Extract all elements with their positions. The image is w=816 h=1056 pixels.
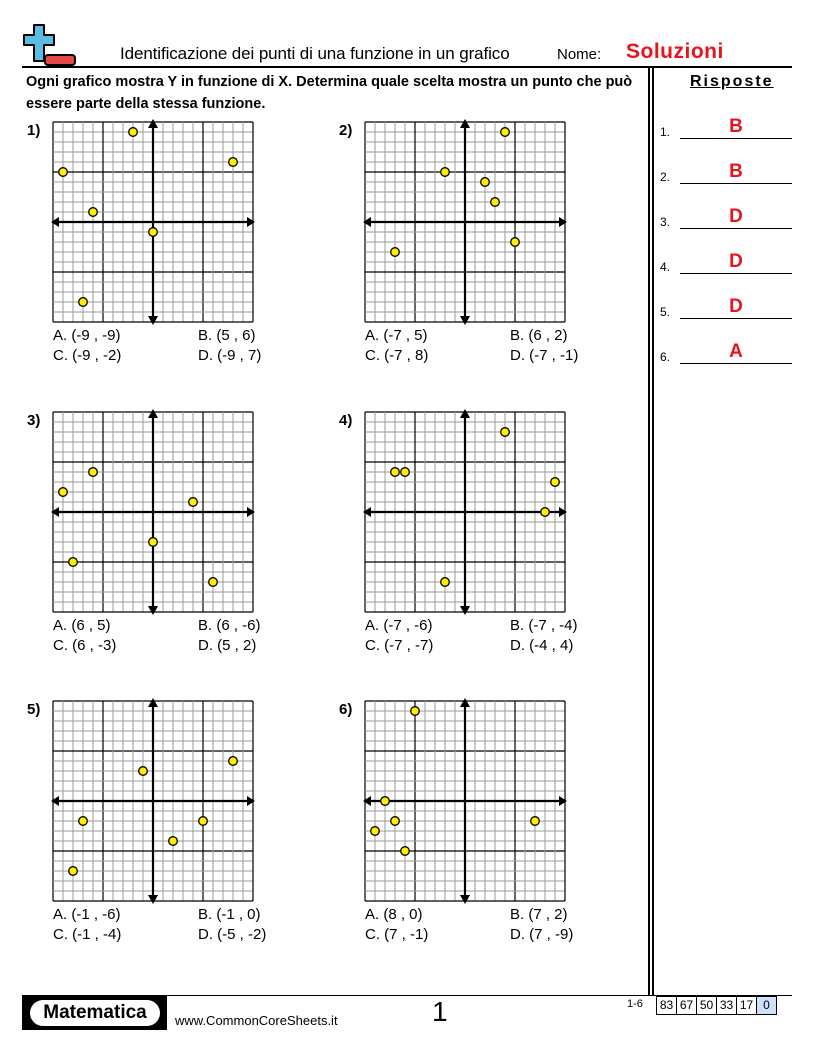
answer-line bbox=[680, 183, 792, 184]
data-point bbox=[531, 817, 540, 826]
choice-c[interactable]: C. (-7 , 8) bbox=[365, 347, 429, 364]
coordinate-grid bbox=[51, 118, 255, 328]
answer-choices bbox=[53, 906, 273, 946]
choice-a[interactable]: A. (8 , 0) bbox=[365, 906, 423, 923]
data-point bbox=[209, 578, 218, 587]
choice-b[interactable]: B. (6 , -6) bbox=[198, 617, 261, 634]
choice-a[interactable]: A. (6 , 5) bbox=[53, 617, 111, 634]
data-point bbox=[481, 178, 490, 187]
answer-choices bbox=[53, 617, 273, 657]
data-point bbox=[491, 198, 500, 207]
data-point bbox=[129, 128, 138, 137]
data-point bbox=[411, 707, 420, 716]
answer-value[interactable]: D bbox=[729, 206, 743, 227]
choice-c[interactable]: C. (-1 , -4) bbox=[53, 926, 122, 943]
name-value: Soluzioni bbox=[626, 40, 724, 63]
answers-title: Risposte bbox=[690, 73, 774, 90]
answer-choices bbox=[365, 617, 585, 657]
plus-minus-logo-icon bbox=[22, 24, 80, 66]
choice-b[interactable]: B. (-7 , -4) bbox=[510, 617, 578, 634]
coordinate-grid bbox=[51, 697, 255, 907]
score-cell: 17 bbox=[737, 997, 757, 1014]
answer-line bbox=[680, 228, 792, 229]
answer-number: 4. bbox=[660, 260, 671, 274]
choice-d[interactable]: D. (-4 , 4) bbox=[510, 637, 574, 654]
data-point bbox=[501, 428, 510, 437]
data-point bbox=[441, 578, 450, 587]
column-divider bbox=[648, 68, 650, 996]
answer-value[interactable]: D bbox=[729, 251, 743, 272]
question-number: 6) bbox=[339, 701, 353, 718]
answer-number: 5. bbox=[660, 305, 671, 319]
data-point bbox=[441, 168, 450, 177]
coordinate-grid bbox=[363, 408, 567, 618]
page-number: 1 bbox=[432, 996, 448, 1027]
question-number: 3) bbox=[27, 412, 41, 429]
answer-value[interactable]: D bbox=[729, 296, 743, 317]
choice-d[interactable]: D. (7 , -9) bbox=[510, 926, 574, 943]
question-number: 2) bbox=[339, 122, 353, 139]
choice-d[interactable]: D. (5 , 2) bbox=[198, 637, 257, 654]
answer-row bbox=[660, 115, 792, 139]
answer-choices bbox=[53, 327, 273, 367]
answer-line bbox=[680, 363, 792, 364]
answer-row bbox=[660, 160, 792, 184]
data-point bbox=[229, 757, 238, 766]
column-divider bbox=[652, 68, 654, 996]
score-cell: 50 bbox=[697, 997, 717, 1014]
choice-d[interactable]: D. (-5 , -2) bbox=[198, 926, 267, 943]
worksheet-title: Identificazione dei punti di una funzione in un grafico bbox=[120, 44, 510, 63]
answer-choices bbox=[365, 327, 585, 367]
data-point bbox=[139, 767, 148, 776]
score-cell: 83 bbox=[657, 997, 677, 1014]
answer-number: 6. bbox=[660, 350, 671, 364]
question-number: 1) bbox=[27, 122, 41, 139]
coordinate-grid bbox=[51, 408, 255, 618]
data-point bbox=[69, 558, 78, 567]
choice-d[interactable]: D. (-7 , -1) bbox=[510, 347, 579, 364]
data-point bbox=[149, 228, 158, 237]
data-point bbox=[189, 498, 198, 507]
choice-c[interactable]: C. (7 , -1) bbox=[365, 926, 429, 943]
data-point bbox=[199, 817, 208, 826]
answer-value[interactable]: B bbox=[729, 116, 743, 137]
answer-number: 3. bbox=[660, 215, 671, 229]
data-point bbox=[391, 817, 400, 826]
answer-row bbox=[660, 205, 792, 229]
data-point bbox=[381, 797, 390, 806]
score-cell: 67 bbox=[677, 997, 697, 1014]
data-point bbox=[79, 817, 88, 826]
choice-c[interactable]: C. (-9 , -2) bbox=[53, 347, 122, 364]
choice-a[interactable]: A. (-9 , -9) bbox=[53, 327, 121, 344]
data-point bbox=[229, 158, 238, 167]
data-point bbox=[541, 508, 550, 517]
choice-d[interactable]: D. (-9 , 7) bbox=[198, 347, 262, 364]
choice-c[interactable]: C. (6 , -3) bbox=[53, 637, 117, 654]
score-cell: 33 bbox=[717, 997, 737, 1014]
data-point bbox=[69, 867, 78, 876]
choice-b[interactable]: B. (-1 , 0) bbox=[198, 906, 261, 923]
data-point bbox=[59, 168, 68, 177]
answer-number: 2. bbox=[660, 170, 671, 184]
answer-value[interactable]: A bbox=[729, 341, 743, 362]
answer-row bbox=[660, 295, 792, 319]
data-point bbox=[391, 468, 400, 477]
answer-number: 1. bbox=[660, 125, 671, 139]
instructions: Ogni grafico mostra Y in funzione di X. Determina quale scelta mostra un punto che può essere parte della stessa funzione. bbox=[26, 74, 633, 112]
choice-a[interactable]: A. (-7 , 5) bbox=[365, 327, 428, 344]
data-point bbox=[169, 837, 178, 846]
choice-b[interactable]: B. (7 , 2) bbox=[510, 906, 568, 923]
choice-a[interactable]: A. (-7 , -6) bbox=[365, 617, 433, 634]
answer-line bbox=[680, 273, 792, 274]
choice-c[interactable]: C. (-7 , -7) bbox=[365, 637, 434, 654]
answer-row bbox=[660, 340, 792, 364]
coordinate-grid bbox=[363, 118, 567, 328]
question-number: 5) bbox=[27, 701, 41, 718]
data-point bbox=[511, 238, 520, 247]
data-point bbox=[501, 128, 510, 137]
data-point bbox=[89, 208, 98, 217]
data-point bbox=[391, 248, 400, 257]
choice-b[interactable]: B. (5 , 6) bbox=[198, 327, 256, 344]
data-point bbox=[79, 298, 88, 307]
answer-choices bbox=[365, 906, 585, 946]
header-divider bbox=[22, 66, 792, 68]
name-label: Nome: bbox=[557, 46, 602, 63]
coordinate-grid bbox=[363, 697, 567, 907]
data-point bbox=[89, 468, 98, 477]
data-point bbox=[149, 538, 158, 547]
footer-url[interactable]: www.CommonCoreSheets.it bbox=[175, 1013, 338, 1028]
data-point bbox=[59, 488, 68, 497]
answer-value[interactable]: B bbox=[729, 161, 743, 182]
choice-a[interactable]: A. (-1 , -6) bbox=[53, 906, 121, 923]
answer-row bbox=[660, 250, 792, 274]
score-cell: 0 bbox=[757, 997, 776, 1014]
answer-line bbox=[680, 138, 792, 139]
question-number: 4) bbox=[339, 412, 353, 429]
data-point bbox=[371, 827, 380, 836]
footer-brand: Matematica bbox=[30, 1000, 160, 1026]
data-point bbox=[401, 468, 410, 477]
data-point bbox=[401, 847, 410, 856]
answer-line bbox=[680, 318, 792, 319]
data-point bbox=[551, 478, 560, 487]
score-range: 1-6 bbox=[627, 998, 643, 1010]
score-table bbox=[656, 996, 777, 1015]
choice-b[interactable]: B. (6 , 2) bbox=[510, 327, 568, 344]
